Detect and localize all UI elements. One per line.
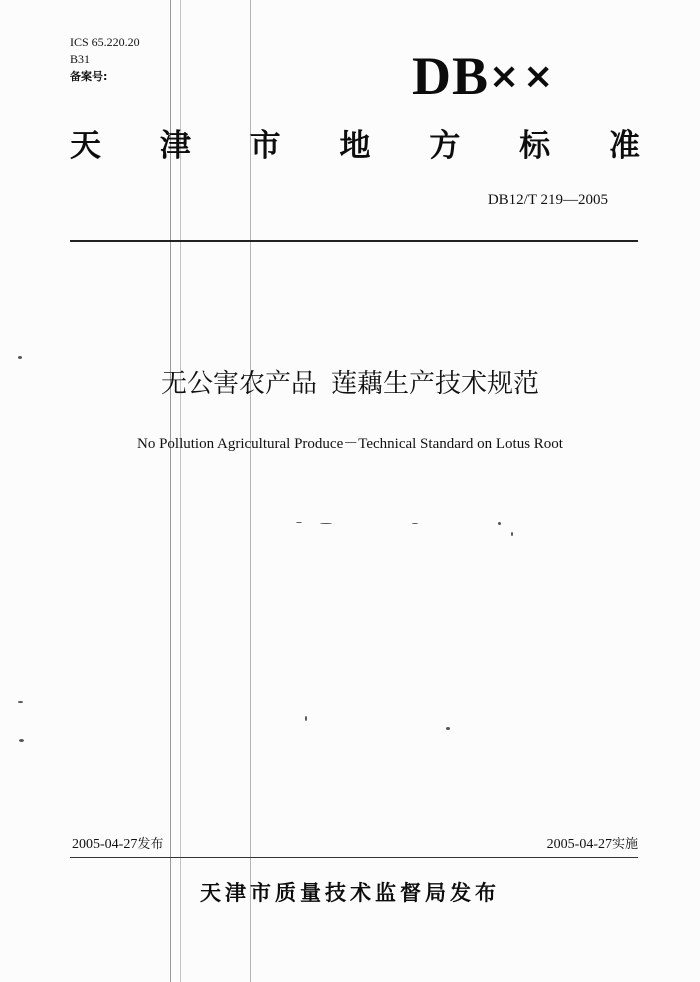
scan-speck <box>498 522 501 525</box>
effective-date <box>547 836 638 854</box>
standard-type-char: 津 <box>159 128 191 164</box>
scan-speck <box>446 727 450 730</box>
effective-date-label: 实施 <box>611 837 638 852</box>
scan-speck <box>18 701 23 703</box>
standard-type-char: 标 <box>519 128 551 164</box>
scan-speck <box>19 739 24 742</box>
standard-type-char: 市 <box>249 128 281 164</box>
db-logo-suffix: ×× <box>489 56 558 97</box>
scan-speck <box>18 356 22 359</box>
publisher: 天津市质量技术监督局发布 <box>200 881 500 905</box>
db-logo-main: DB <box>412 46 490 106</box>
standard-type-char: 地 <box>339 128 371 164</box>
scan-speck <box>320 523 332 524</box>
english-title: No Pollution Agricultural Produce－Technical Standard on Lotus Root <box>137 436 563 452</box>
scan-speck <box>511 532 513 536</box>
standard-type-char: 方 <box>429 128 461 164</box>
effective-date-value: 2005-04-27 <box>546 837 612 852</box>
scan-speck <box>305 716 307 721</box>
ics-code: ICS 65.220.20 <box>70 35 140 49</box>
scan-speck <box>296 522 302 523</box>
standard-type-char: 天 <box>70 128 101 164</box>
standard-number: DB12/T 219—2005 <box>487 192 608 208</box>
header-divider <box>70 240 638 242</box>
record-number-label: 备案号: <box>70 70 108 83</box>
footer-divider <box>70 857 638 858</box>
standard-type-char: 准 <box>608 128 640 164</box>
issue-date-label: 发布 <box>137 837 164 852</box>
chinese-title-part1: 无公害农产品 <box>160 369 317 399</box>
standard-type-title <box>70 126 640 166</box>
issue-date-value: 2005-04-27 <box>72 837 138 852</box>
chinese-title-part2: 莲藕生产技术规范 <box>331 369 540 399</box>
db-logo <box>412 46 557 107</box>
issue-date <box>72 836 163 854</box>
classification-code: B31 <box>70 52 91 66</box>
chinese-title <box>0 366 700 402</box>
scan-speck <box>412 523 418 524</box>
